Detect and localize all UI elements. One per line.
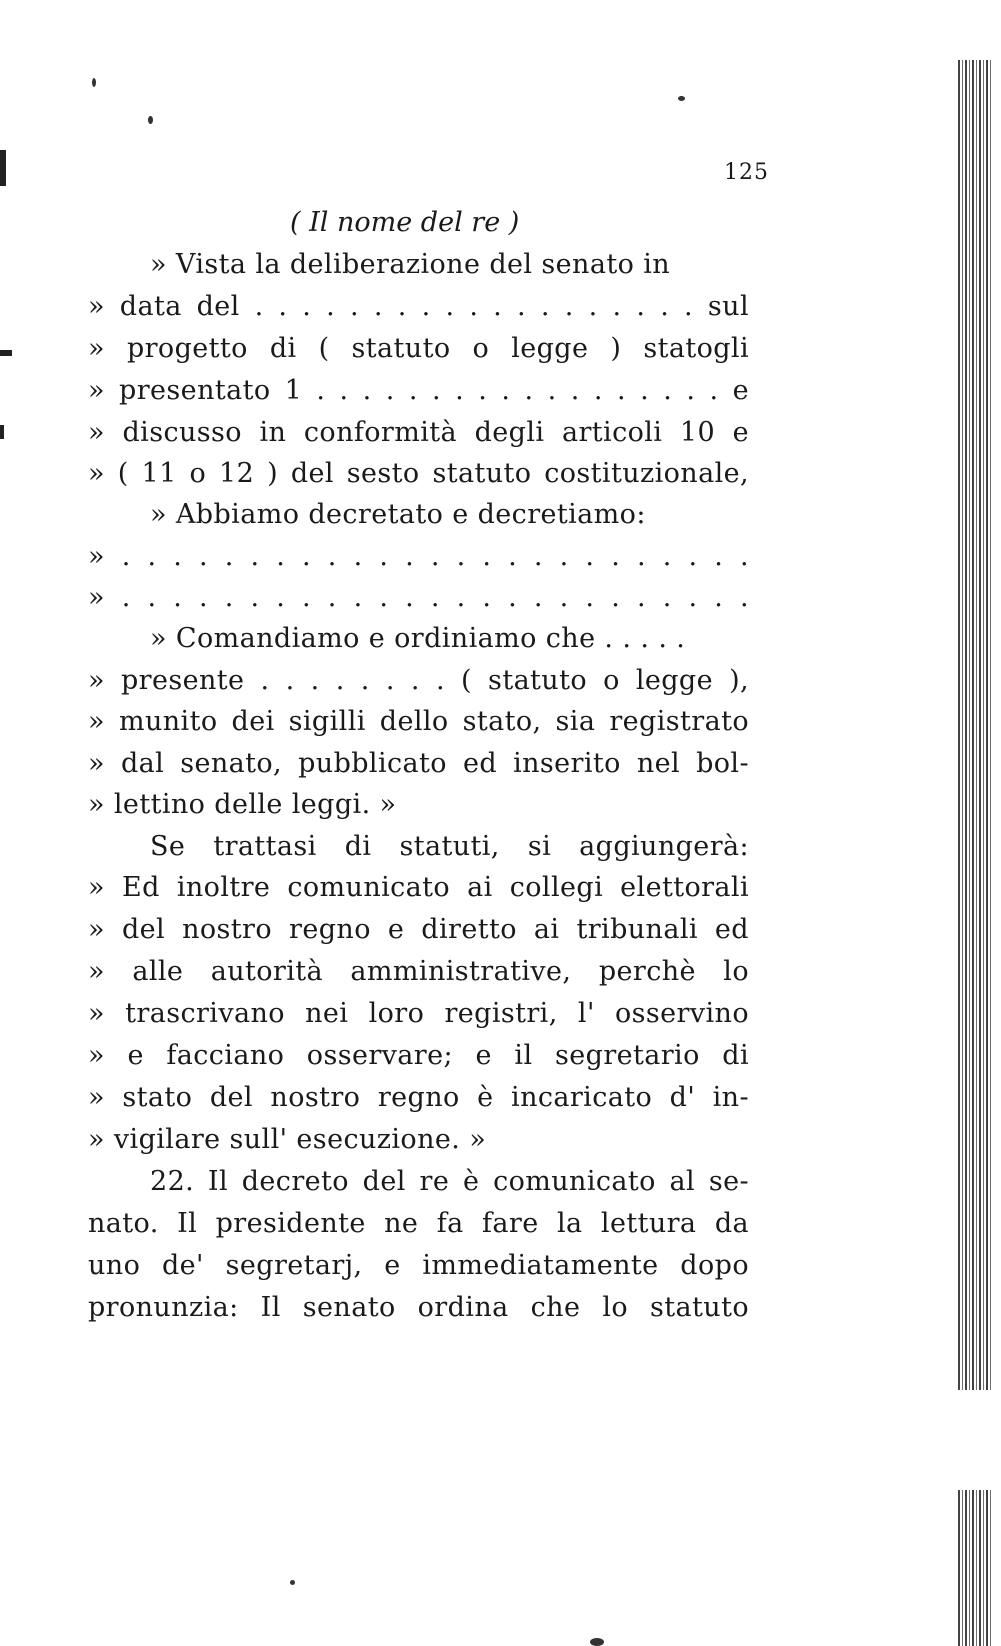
scan-edge-upper	[958, 60, 992, 1390]
text-line: » presente . . . . . . . . ( statuto o legge ),	[88, 665, 749, 696]
text-line: 22. Il decreto del re è comunicato al se-	[150, 1166, 749, 1197]
text-line: » . . . . . . . . . . . . . . . . . . . . . . . . .	[88, 541, 749, 572]
text-line: » stato del nostro regno è incaricato d' in-	[88, 1082, 749, 1113]
text-line: » vigilare sull' esecuzione. »	[88, 1124, 487, 1155]
scan-mark-left-3	[0, 425, 4, 439]
text-line: » munito dei sigilli dello stato, sia registrato	[88, 706, 749, 737]
text-line: » progetto di ( statuto o legge ) statogli	[88, 333, 749, 364]
text-line: pronunzia: Il senato ordina che lo statuto	[88, 1292, 749, 1323]
heading: ( Il nome del re )	[290, 207, 520, 238]
text-line: » . . . . . . . . . . . . . . . . . . . . . . . . .	[88, 582, 749, 613]
text-line: » Comandiamo e ordiniamo che . . . . .	[150, 623, 686, 654]
text-line: » trascrivano nei loro registri, l' osservino	[88, 998, 749, 1029]
text-line: » alle autorità amministrative, perchè lo	[88, 956, 749, 987]
scan-mark-left-2	[0, 350, 12, 356]
text-line: uno de' segretarj, e immediatamente dopo	[88, 1250, 749, 1281]
text-line: » Ed inoltre comunicato ai collegi elettorali	[88, 872, 749, 903]
text-line: » del nostro regno e diretto ai tribunali ed	[88, 914, 749, 945]
ink-speck	[290, 1580, 295, 1585]
text-line: nato. Il presidente ne fa fare la lettura da	[88, 1208, 749, 1239]
ink-speck	[678, 96, 685, 101]
text-line: » Vista la deliberazione del senato in	[150, 249, 671, 280]
scan-mark-left-1	[0, 150, 6, 186]
scan-edge-lower	[958, 1490, 992, 1646]
text-line: » data del . . . . . . . . . . . . . . . . . . . sul	[88, 291, 749, 322]
ink-speck	[148, 116, 153, 124]
text-line: » lettino delle leggi. »	[88, 789, 397, 820]
page-number: 125	[724, 160, 769, 185]
text-line: Se trattasi di statuti, si aggiungerà:	[150, 831, 749, 862]
text-line: » Abbiamo decretato e decretiamo:	[150, 499, 646, 530]
ink-speck	[92, 78, 96, 87]
text-line: » dal senato, pubblicato ed inserito nel bol-	[88, 748, 749, 779]
text-line: » presentato 1 . . . . . . . . . . . . . . . . . . e	[88, 375, 749, 406]
ink-speck	[590, 1638, 604, 1646]
text-line: » ( 11 o 12 ) del sesto statuto costituzionale,	[88, 458, 749, 489]
text-line: » discusso in conformità degli articoli 10 e	[88, 417, 749, 448]
text-line: » e facciano osservare; e il segretario di	[88, 1040, 749, 1071]
